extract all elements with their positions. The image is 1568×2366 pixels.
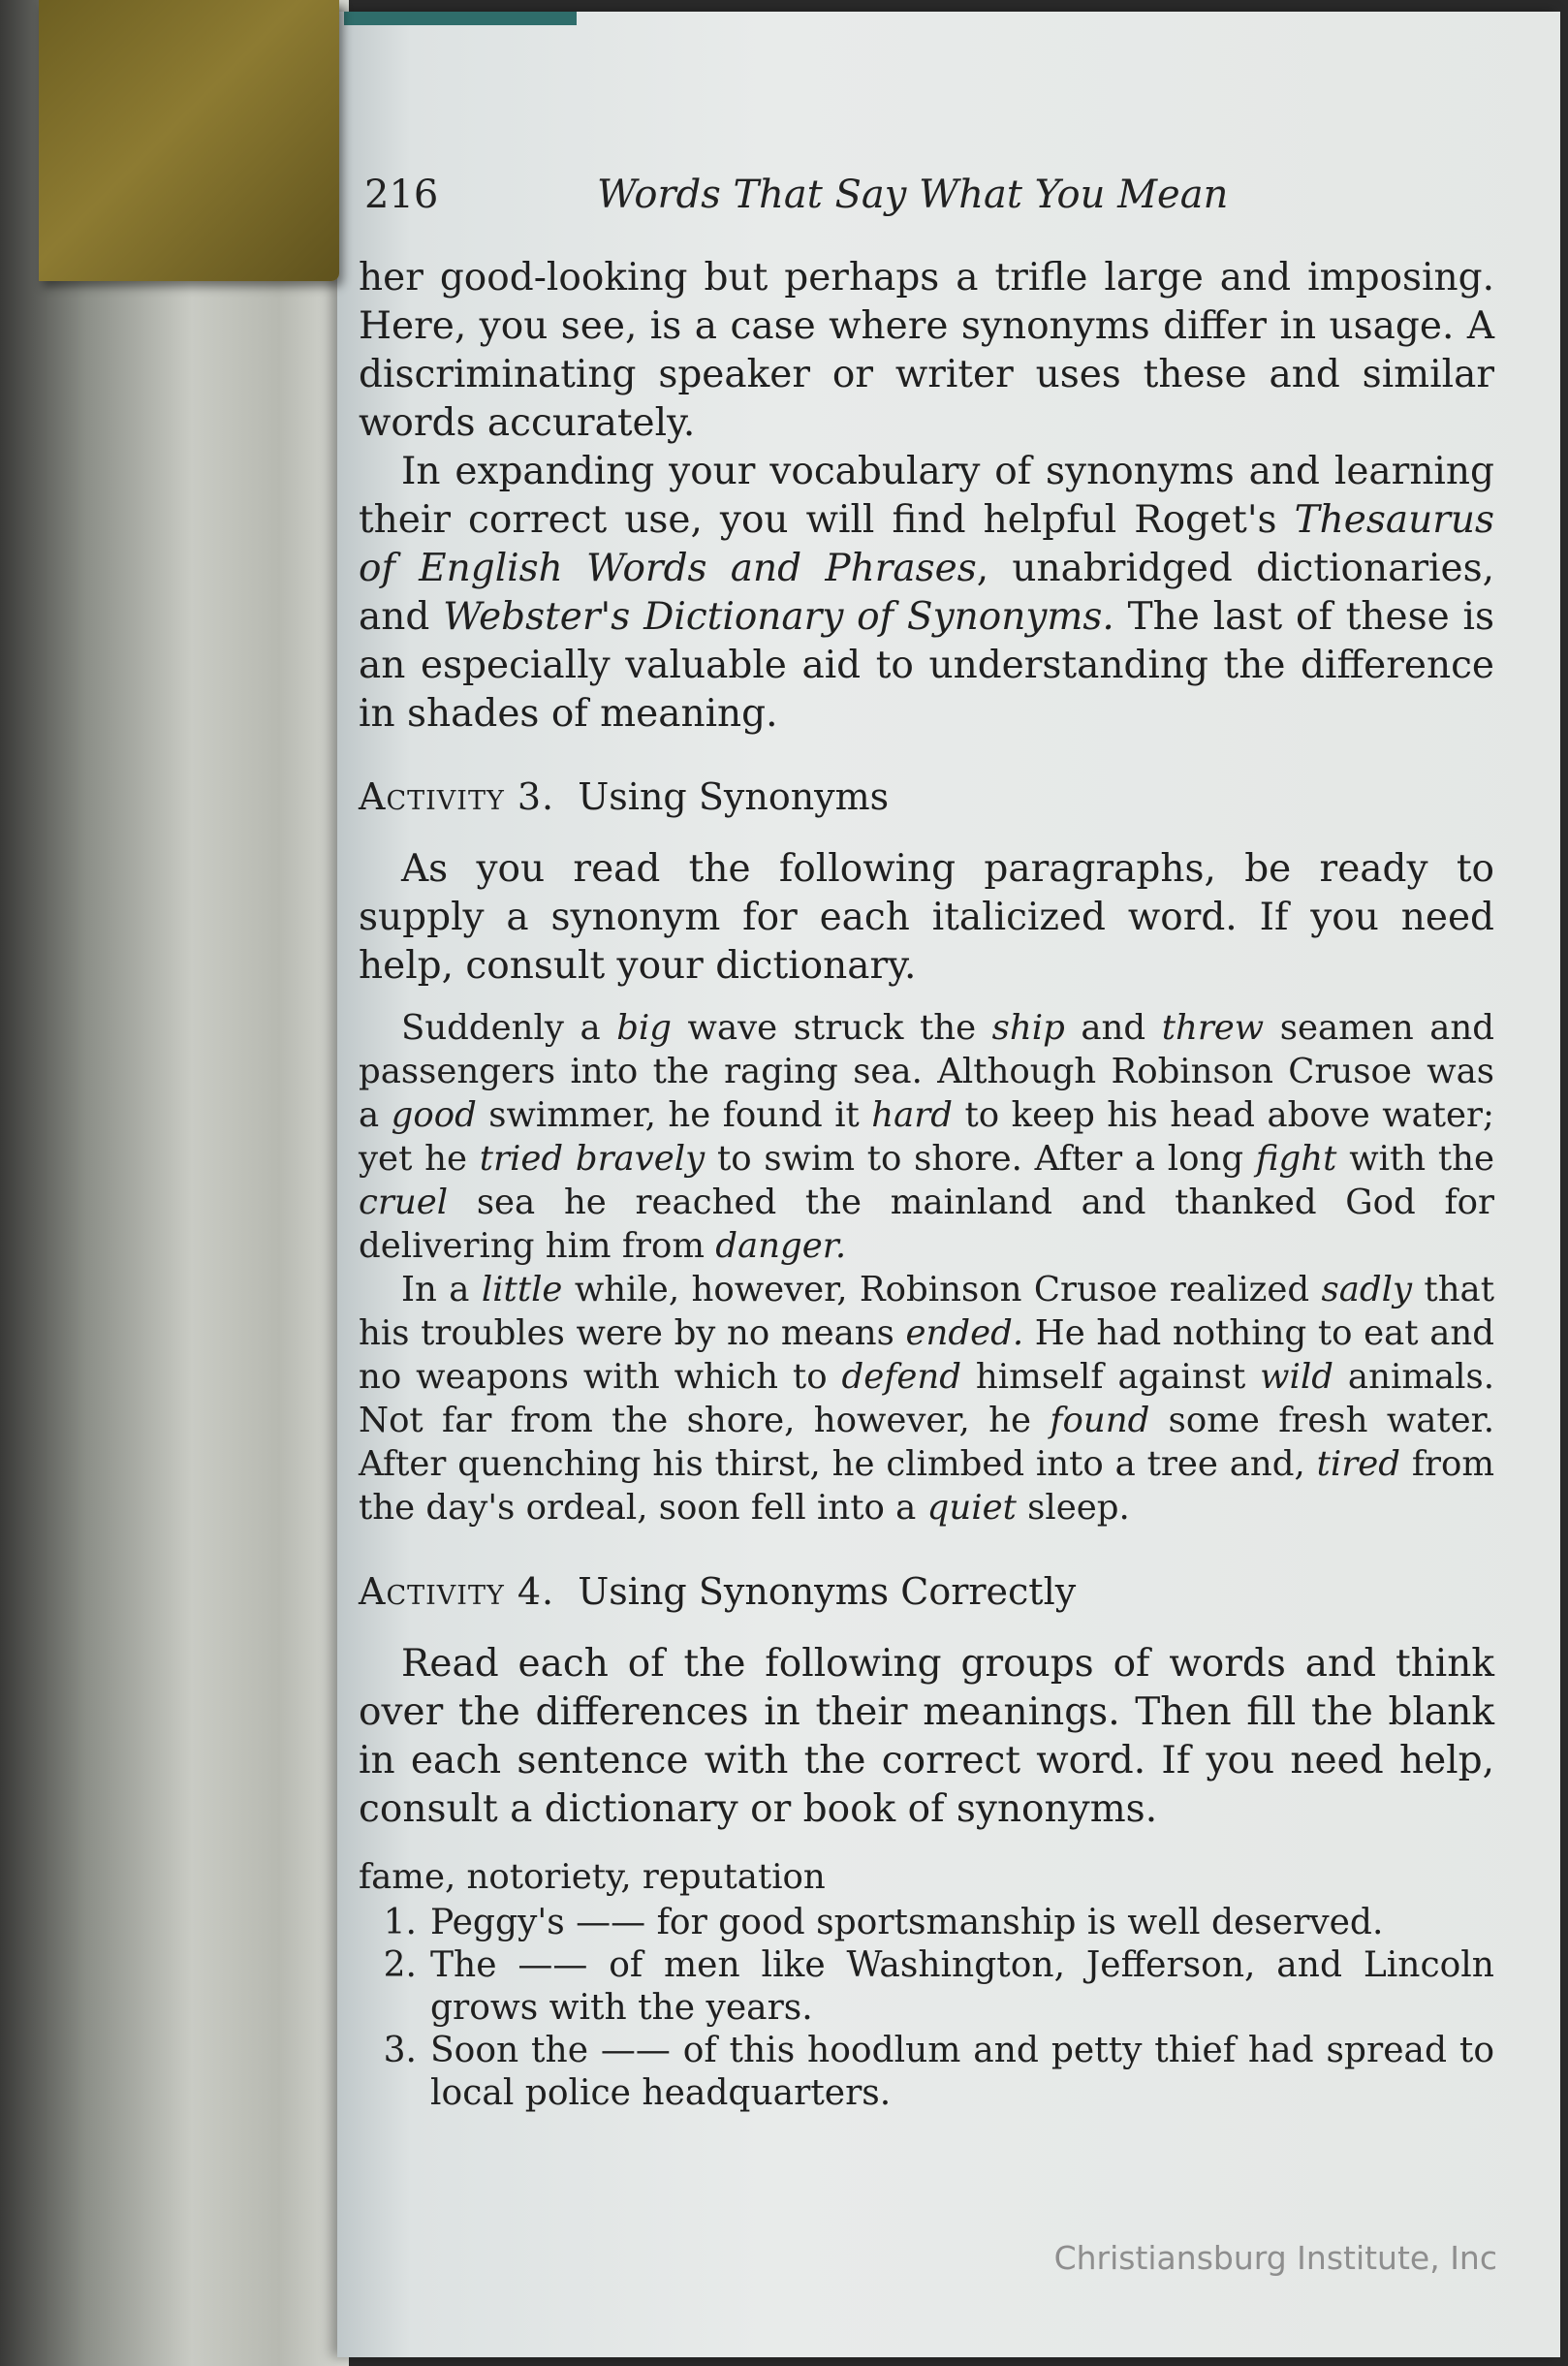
activity-3-title: Using Synonyms [578, 775, 890, 818]
binding-strip [344, 12, 577, 25]
page-tab-marker [39, 0, 339, 281]
exercise-item: 1. Peggy's —— for good sportsmanship is well deserved. [383, 1903, 1384, 1942]
running-title: Words That Say What You Mean [597, 173, 1229, 217]
activity-4-title: Using Synonyms Correctly [578, 1570, 1077, 1613]
activity-4-label: Activity 4. [359, 1570, 555, 1613]
activity-3-passage-1: Suddenly a big wave struck the ship and threw seamen and passengers into the raging sea. Although Robinson Crusoe was a good swimmer, he found it hard to keep his head above water; yet he tried bravely to swim to shore. After a long fight with the cruel sea he reached the mainland and thanked God for delivering him from danger. [359, 1008, 1494, 1266]
exercise-item: 2. The —— of men like Washington, Jefferson, and Lincoln grows with the years. [383, 1945, 1494, 2028]
activity-3-label: Activity 3. [359, 775, 555, 818]
intro-paragraph-1: her good-looking but perhaps a trifle large and imposing. Here, you see, is a case where synonyms differ in usage. A discriminating speaker or writer uses these and similar words accurately. [359, 256, 1494, 445]
book-page-edges [0, 0, 349, 2366]
activity-3-instructions: As you read the following paragraphs, be ready to supply a synonym for each italicized word. If you need help, consult your dictionary. [359, 847, 1494, 988]
page-number: 216 [364, 173, 439, 217]
exercise-item: 3. Soon the —— of this hoodlum and petty thief had spread to local police headquarters. [383, 2031, 1494, 2113]
watermark-credit: Christiansburg Institute, Inc [1053, 2239, 1497, 2277]
activity-4-instructions: Read each of the following groups of words and think over the differences in their meanings. Then fill the blank in each sentence with the correct word. If you need help, consult a dictionary or book of synonyms. [359, 1642, 1494, 1831]
activity-3-passage-2: In a little while, however, Robinson Crusoe realized sadly that his troubles were by no means ended. He had nothing to eat and no weapons with which to defend himself against wild animals. Not far from the shore, however, he found some fresh water. After quenching his thirst, he climbed into a tree and, tired from the day's ordeal, soon fell into a quiet sleep. [359, 1270, 1494, 1528]
intro-paragraph-2: In expanding your vocabulary of synonyms and learning their correct use, you will find helpful Roget's Thesaurus of English Words and Phrases, unabridged dictionaries, and Webster's Dictionary of Synonyms. The last of these is an especially valuable aid to understanding the difference in shades of meaning. [359, 450, 1495, 736]
activity-3-heading [359, 775, 1494, 818]
exercise-list [359, 1902, 1494, 2115]
activity-4-heading [359, 1570, 1494, 1613]
word-group: fame, notoriety, reputation [359, 1857, 826, 1897]
